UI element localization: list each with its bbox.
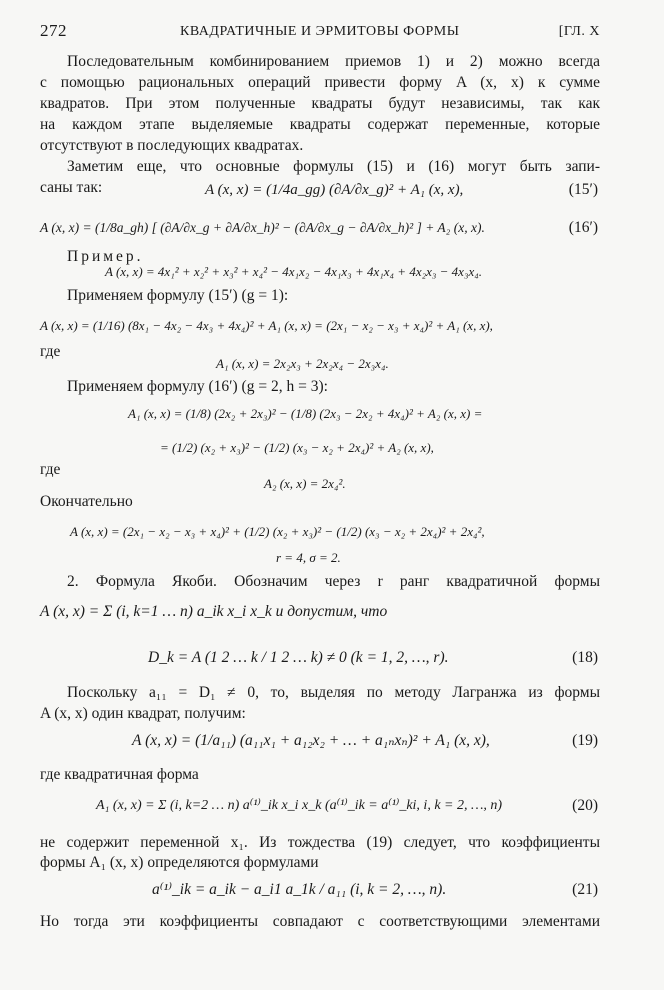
formula-line: r = 4, σ = 2. [276,550,341,565]
page-number: 272 [40,21,67,40]
paragraph-line: Поскольку a₁₁ = D₁ ≠ 0, то, выделяя по методу Лагранжа из формы [67,684,600,701]
header-title: КВАДРАТИЧНЫЕ И ЭРМИТОВЫ ФОРМЫ [180,24,460,39]
paragraph-line: формы A₁ (x, x) определяются формулами [40,854,319,871]
equation-number: (19) [572,732,598,749]
formula-line: = (1/2) (x₂ + x₃)² − (1/2) (x₃ − x₂ + 2x₄)² + A₂ (x, x), [160,440,434,455]
formula-20: A₁ (x, x) = Σ (i, k=2 … n) a⁽¹⁾_ik x_i x_k (a⁽¹⁾_ik = a⁽¹⁾_ki, i, k = 2, …, n) [96,798,503,813]
formula-line: A (x, x) = (2x₁ − x₂ − x₃ + x₄)² + (1/2) (x₂ + x₃)² − (1/2) (x₃ − x₂ + 2x₄)² + 2x₄², [70,524,485,539]
paragraph-line: отсутствуют в последующих квадратах. [40,137,304,154]
example-formula: A (x, x) = 4x₁² + x₂² + x₃² + x₄² − 4x₁x₂ − 4x₁x₃ + 4x₁x₄ + 4x₂x₃ − 4x₃x₄. [105,264,482,279]
formula-line: A₁ (x, x) = 2x₂x₃ + 2x₂x₄ − 2x₃x₄. [216,356,389,371]
section-heading-line: 2. Формула Якоби. Обозначим через r ранг квадратичной формы [67,573,600,590]
paragraph-line: Но тогда эти коэффициенты совпадают с соответствующими элементами [40,913,600,930]
equation-number: (18) [572,649,598,666]
paragraph-line: саны так: [40,179,103,196]
formula-15-prime: A (x, x) = (1/4a_gg) (∂A/∂x_g)² + A₁ (x, x), [205,182,464,198]
example-label: Пример. [67,248,144,265]
paragraph-line: не содержит переменной x₁. Из тождества (19) следует, что коэффициенты [40,834,600,851]
equation-number: (15′) [568,181,598,198]
chapter-label: [ГЛ. X [558,24,600,39]
paragraph-line: с помощью рациональных операций привести форму A (x, x) к сумме [40,74,600,91]
paragraph-line: Последовательным комбинированием приемов 1) и 2) можно всегда [67,53,600,70]
equation-number: (20) [572,797,598,814]
formula-line: A₂ (x, x) = 2x₄². [264,476,346,491]
paragraph-line: Применяем формулу (15′) (g = 1): [67,287,289,304]
formula-16-prime: A (x, x) = (1/8a_gh) [ (∂A/∂x_g + ∂A/∂x_h)² − (∂A/∂x_g − ∂A/∂x_h)² ] + A₂ (x, x). [40,220,485,235]
equation-number: (16′) [568,219,598,236]
formula-line: A₁ (x, x) = (1/8) (2x₂ + 2x₃)² − (1/8) (2x₃ − 2x₂ + 4x₄)² + A₂ (x, x) = [128,406,483,421]
formula-19: A (x, x) = (1/a₁₁) (a₁₁x₁ + a₁₂x₂ + … + a₁ₙxₙ)² + A₁ (x, x), [132,732,490,749]
paragraph-line: на каждом этапе выделяемые квадраты содержат переменные, которые [40,116,600,133]
paragraph-line: Заметим еще, что основные формулы (15) и (16) могут быть запи- [67,158,600,175]
paragraph-line: A (x, x) = Σ (i, k=1 … n) a_ik x_i x_k и допустим, что [40,603,388,620]
paragraph-line: A (x, x) один квадрат, получим: [40,705,246,722]
equation-number: (21) [572,881,598,898]
where-label: где [40,461,61,478]
paragraph-line: Окончательно [40,493,133,510]
formula-21: a⁽¹⁾_ik = a_ik − a_i1 a_1k / a₁₁ (i, k = 2, …, n). [152,881,447,898]
paragraph-line: квадратов. При этом полученные квадраты будут независимы, так как [40,95,600,112]
paragraph-line: где квадратичная форма [40,766,199,783]
formula-line: A (x, x) = (1/16) (8x₁ − 4x₂ − 4x₃ + 4x₄)² + A₁ (x, x) = (2x₁ − x₂ − x₃ + x₄)² + A₁ (x, x), [40,318,493,333]
formula-18: D_k = A (1 2 … k / 1 2 … k) ≠ 0 (k = 1, 2, …, r). [148,649,449,666]
where-label: где [40,343,61,360]
paragraph-line: Применяем формулу (16′) (g = 2, h = 3): [67,378,328,395]
